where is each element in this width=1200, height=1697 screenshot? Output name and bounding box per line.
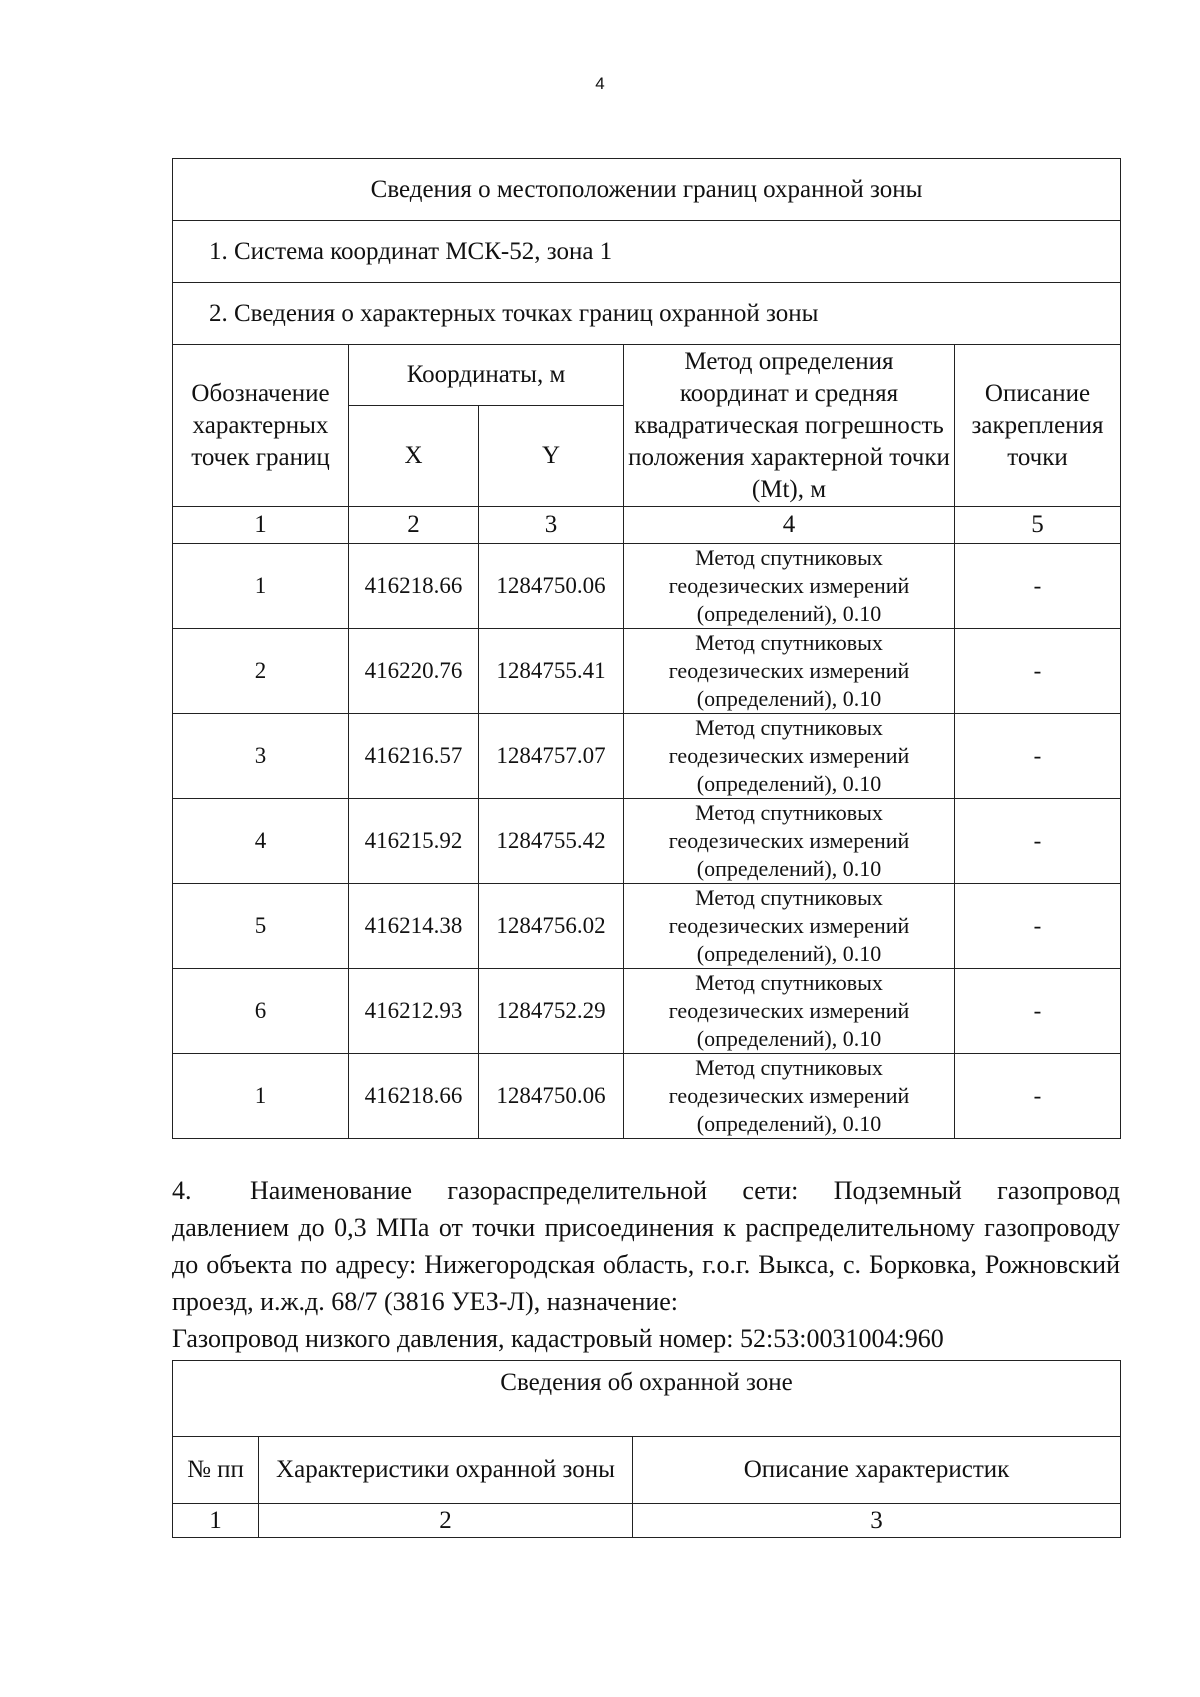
- gas-network-paragraph: [172, 1172, 1120, 1357]
- table-title: Сведения о местоположении границ охранной зоны: [173, 159, 1121, 221]
- point-id: 3: [173, 714, 349, 799]
- coord-x: 416218.66: [349, 544, 479, 629]
- fixation-description: -: [955, 1054, 1121, 1139]
- point-id: 5: [173, 884, 349, 969]
- method: Метод спутниковых геодезических измерений (определений), 0.10: [624, 714, 955, 799]
- header-point: Обозначение характерных точек границ: [173, 345, 349, 507]
- coord-x: 416216.57: [349, 714, 479, 799]
- coordinate-system: 1. Система координат МСК-52, зона 1: [173, 221, 1121, 283]
- header-coords: Координаты, м: [349, 345, 624, 406]
- point-id: 2: [173, 629, 349, 714]
- paragraph-text: Наименование газораспределительной сети: Подземный газопровод давлением до 0,3 МПа от точки присоединения к распределительному газопроводу до объекта по адресу: Нижегородская область, г.о.г. Выкса, с. Борковка, Рожновский проезд, и.ж.д. 68/7 (3816 УЕЗ-Л), назначение:: [172, 1176, 1120, 1316]
- fixation-description: -: [955, 714, 1121, 799]
- column-number: 2: [349, 507, 479, 544]
- coord-y: 1284757.07: [479, 714, 624, 799]
- header-characteristics: Характеристики охранной зоны: [259, 1437, 633, 1504]
- paragraph-number: 4.: [172, 1176, 192, 1205]
- coord-x: 416214.38: [349, 884, 479, 969]
- column-number: 2: [259, 1504, 633, 1538]
- column-number: 4: [624, 507, 955, 544]
- column-number: 1: [173, 1504, 259, 1538]
- method: Метод спутниковых геодезических измерений (определений), 0.10: [624, 799, 955, 884]
- header-num: № пп: [173, 1437, 259, 1504]
- method: Метод спутниковых геодезических измерений (определений), 0.10: [624, 884, 955, 969]
- header-description: Описание закрепления точки: [955, 345, 1121, 507]
- header-x: X: [349, 406, 479, 507]
- coord-y: 1284750.06: [479, 1054, 624, 1139]
- table-row: [173, 544, 1121, 629]
- header-y: Y: [479, 406, 624, 507]
- paragraph-last-line: Газопровод низкого давления, кадастровый номер: 52:53:0031004:960: [172, 1324, 944, 1353]
- table-title: Сведения об охранной зоне: [173, 1361, 1121, 1437]
- coord-x: 416220.76: [349, 629, 479, 714]
- page-number: 4: [595, 74, 605, 93]
- zone-boundary-table: [172, 158, 1121, 1139]
- fixation-description: -: [955, 884, 1121, 969]
- coord-x: 416212.93: [349, 969, 479, 1054]
- table-row: [173, 884, 1121, 969]
- point-id: 1: [173, 1054, 349, 1139]
- coord-x: 416218.66: [349, 1054, 479, 1139]
- coord-y: 1284755.42: [479, 799, 624, 884]
- fixation-description: -: [955, 799, 1121, 884]
- point-id: 1: [173, 544, 349, 629]
- table-row: [173, 1054, 1121, 1139]
- table-row: [173, 714, 1121, 799]
- fixation-description: -: [955, 544, 1121, 629]
- column-number: 3: [479, 507, 624, 544]
- method: Метод спутниковых геодезических измерений (определений), 0.10: [624, 1054, 955, 1139]
- method: Метод спутниковых геодезических измерений (определений), 0.10: [624, 969, 955, 1054]
- fixation-description: -: [955, 629, 1121, 714]
- point-id: 4: [173, 799, 349, 884]
- coord-y: 1284755.41: [479, 629, 624, 714]
- fixation-description: -: [955, 969, 1121, 1054]
- coord-y: 1284756.02: [479, 884, 624, 969]
- coord-y: 1284750.06: [479, 544, 624, 629]
- coord-x: 416215.92: [349, 799, 479, 884]
- header-method: Метод определения координат и средняя квадратическая погрешность положения характерной точки (Mt), м: [624, 345, 955, 507]
- point-id: 6: [173, 969, 349, 1054]
- protection-zone-table: [172, 1360, 1121, 1538]
- column-number: 3: [633, 1504, 1121, 1538]
- coord-y: 1284752.29: [479, 969, 624, 1054]
- column-number: 1: [173, 507, 349, 544]
- table-row: [173, 969, 1121, 1054]
- table-row: [173, 629, 1121, 714]
- column-number: 5: [955, 507, 1121, 544]
- method: Метод спутниковых геодезических измерений (определений), 0.10: [624, 629, 955, 714]
- points-section-title: 2. Сведения о характерных точках границ охранной зоны: [173, 283, 1121, 345]
- method: Метод спутниковых геодезических измерений (определений), 0.10: [624, 544, 955, 629]
- header-description: Описание характеристик: [633, 1437, 1121, 1504]
- table-row: [173, 799, 1121, 884]
